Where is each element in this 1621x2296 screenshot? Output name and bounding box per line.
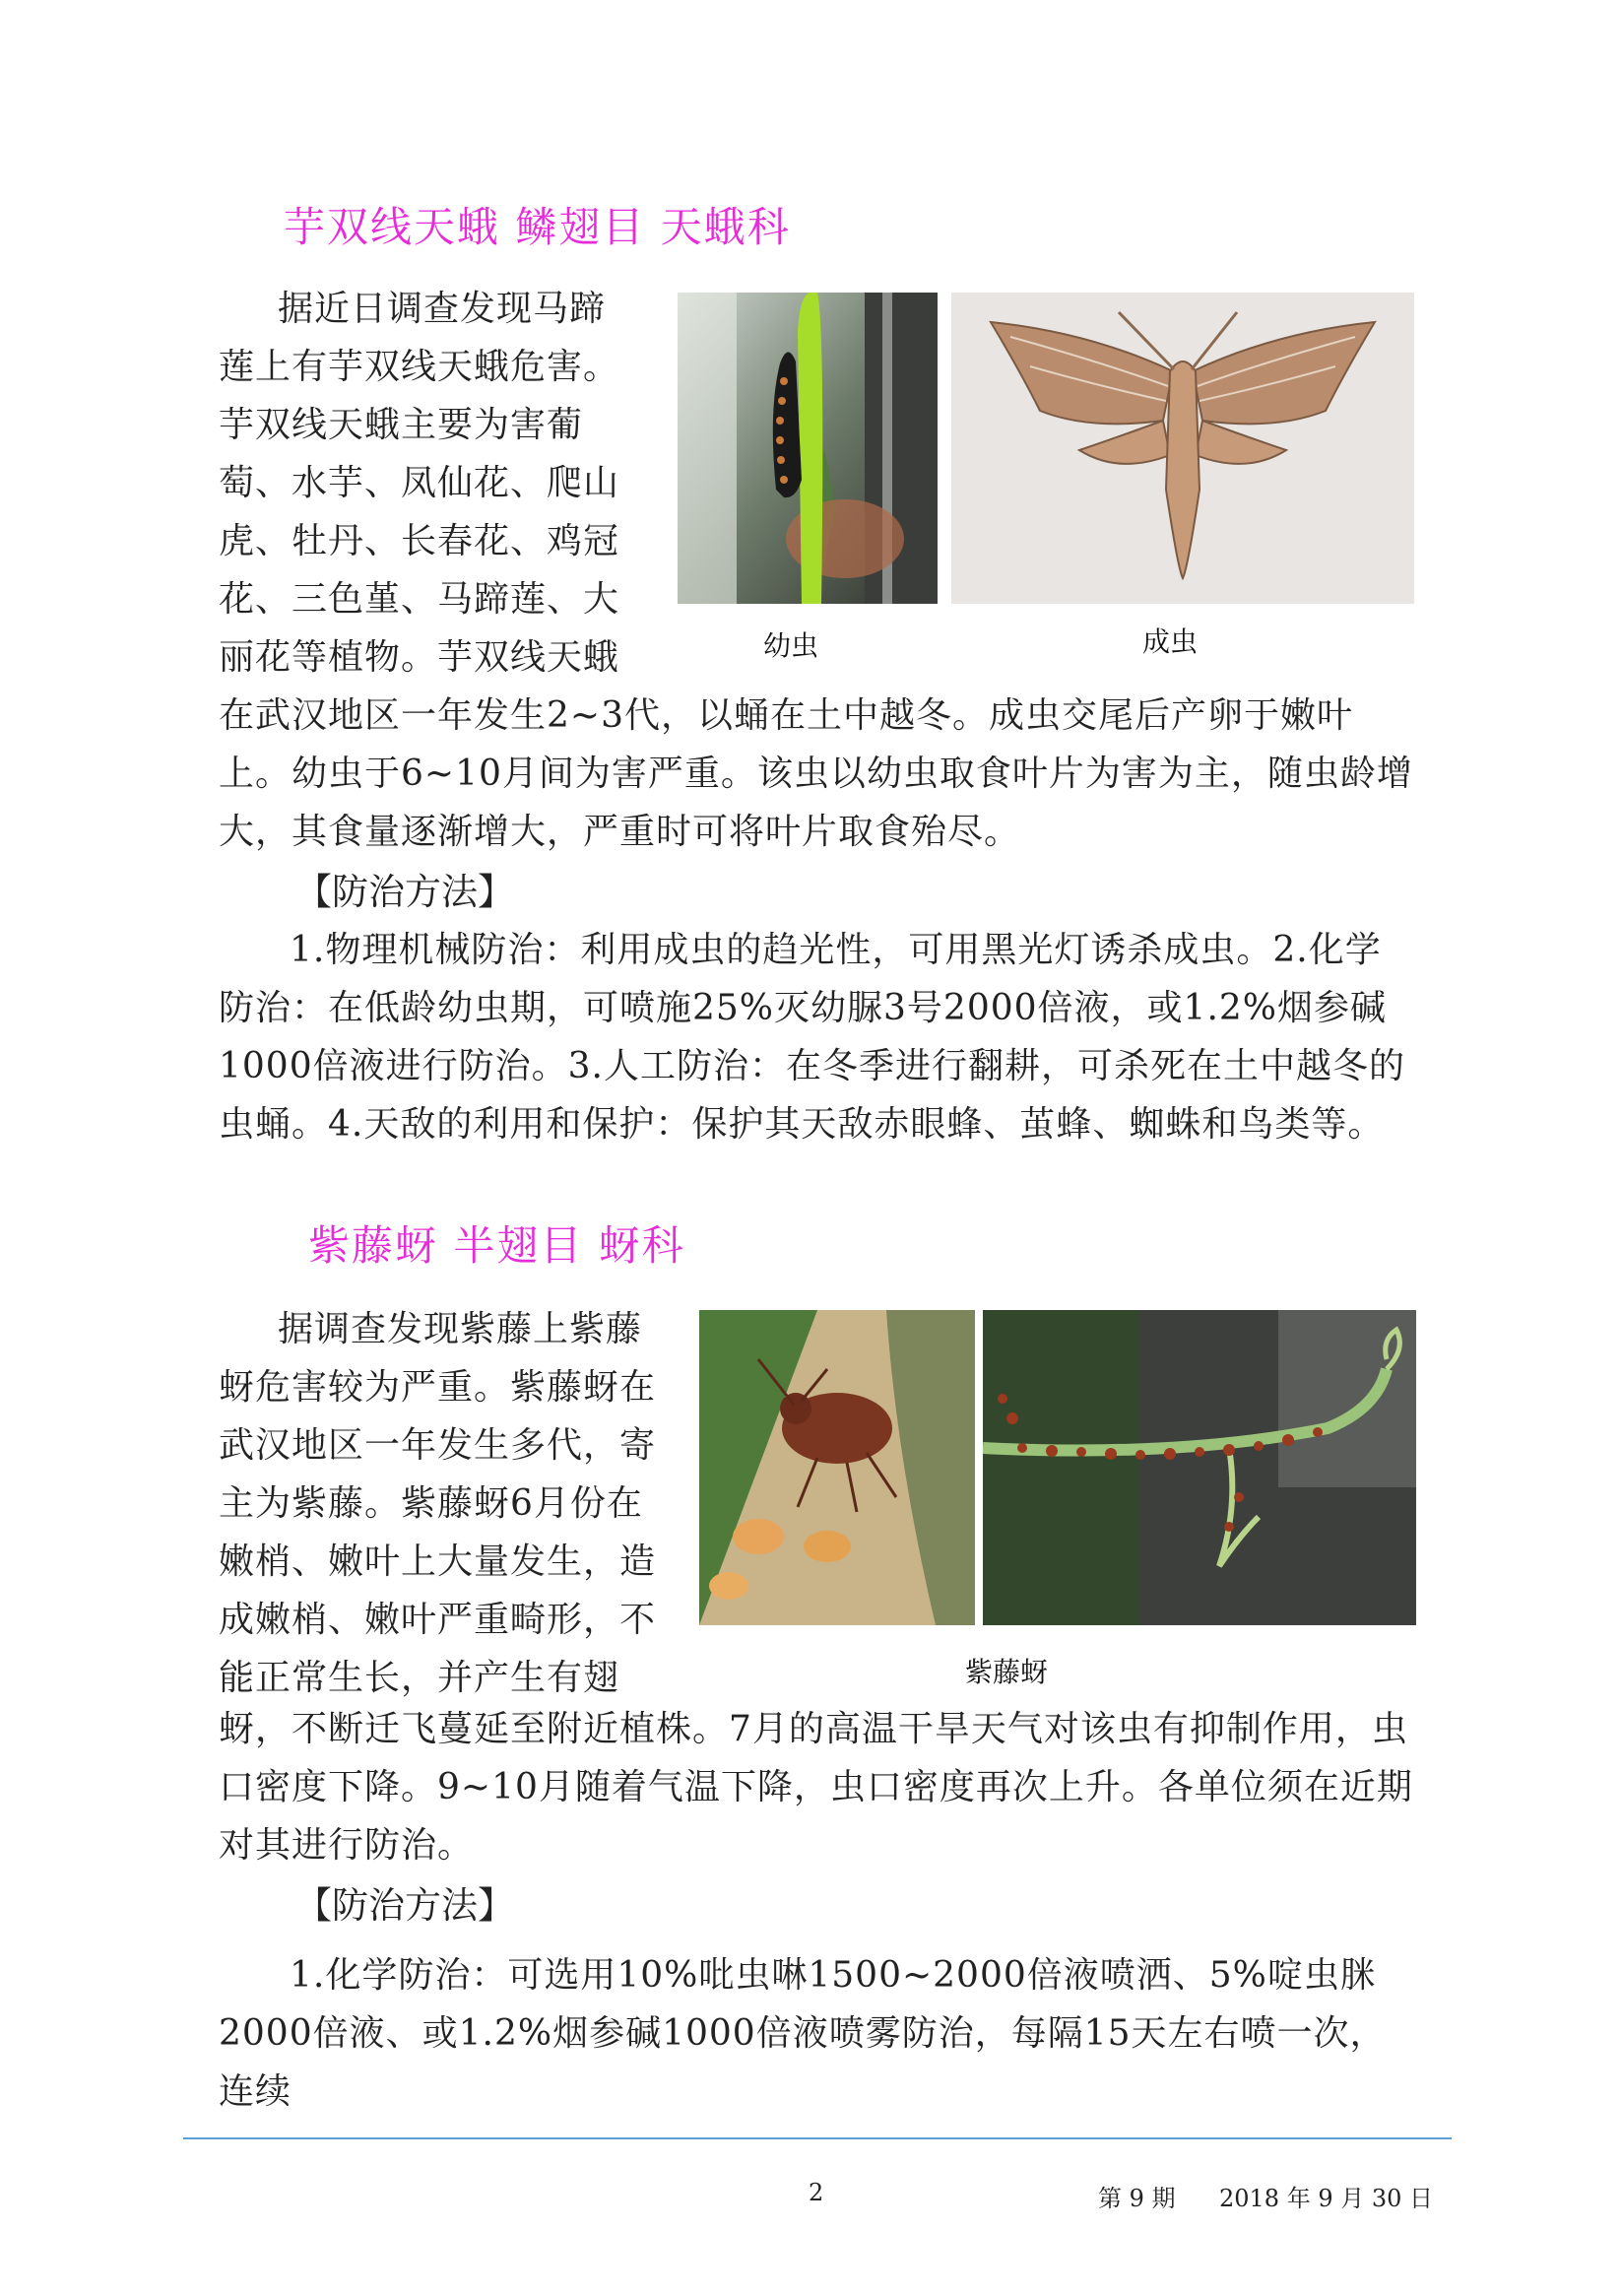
- larva-caption: 幼虫: [763, 629, 819, 662]
- section2-intro-line: 能正常生长，并产生有翅: [219, 1658, 620, 1698]
- section1-intro-line: 花、三色堇、马蹄莲、大: [219, 579, 620, 620]
- adult-moth-photo: [951, 293, 1414, 604]
- section1-method-title: 【防治方法】: [295, 871, 514, 913]
- section1-body: 在武汉地区一年发生2~3代，以蛹在土中越冬。成虫交尾后产卵于嫩叶上。幼虫于6~10月间为害严重。该虫以幼虫取食叶片为害为主，随虫龄增大，其食量逐渐增大，严重时可将叶片取食殆尽。: [219, 695, 1413, 852]
- section1-heading: 芋双线天蛾 鳞翅目 天蛾科: [284, 203, 791, 251]
- section1-intro-line: 莲上有芋双线天蛾危害。: [219, 347, 620, 387]
- issue-date: 2018 年 9 月 30 日: [1219, 2185, 1434, 2212]
- section2-heading: 紫藤蚜 半翅目 蚜科: [308, 1221, 685, 1270]
- section2-intro-line: 嫩梢、嫩叶上大量发生，造: [219, 1542, 657, 1582]
- section1-intro-line: 芋双线天蛾主要为害葡: [219, 405, 584, 445]
- issue-number: 第 9 期: [1098, 2185, 1176, 2212]
- section2-intro-line: 据调查发现紫藤上紫藤: [278, 1309, 643, 1349]
- section1-intro-line: 萄、水芋、凤仙花、爬山: [219, 463, 620, 503]
- larva-photo: [678, 293, 938, 604]
- footer-rule: [183, 2137, 1452, 2139]
- section2-intro-line: 主为紫藤。紫藤蚜6月份在: [219, 1483, 643, 1524]
- section2-body: 蚜，不断迁飞蔓延至附近植株。7月的高温干旱天气对该虫有抑制作用，虫口密度下降。9~10月随着气温下降，虫口密度再次上升。各单位须在近期对其进行防治。: [219, 1709, 1413, 1866]
- aphid-closeup-photo: [699, 1310, 975, 1625]
- adult-moth-illustration: [951, 293, 1414, 604]
- section1-intro-line: 据近日调查发现马蹄: [278, 289, 607, 329]
- aphid-stem-illustration: [983, 1310, 1416, 1625]
- section1-intro: [219, 280, 642, 687]
- section1-method: 1.物理机械防治：利用成虫的趋光性，可用黑光灯诱杀成虫。2.化学防治：在低龄幼虫期，可喷施25%灭幼脲3号2000倍液，或1.2%烟参碱1000倍液进行防治。3.人工防治：在冬季进行翻耕，可杀死在土中越冬的虫蛹。4.天敌的利用和保护：保护其天敌赤眼蜂、茧蜂、蜘蛛和鸟类等。: [219, 930, 1405, 1145]
- section1-intro-line: 虎、牡丹、长春花、鸡冠: [219, 521, 620, 561]
- section2-method: 1.化学防治：可选用10%吡虫啉1500~2000倍液喷洒、5%啶虫脒2000倍液、或1.2%烟参碱1000倍液喷雾防治，每隔15天左右喷一次，连续: [219, 1955, 1387, 2112]
- aphid-stem-photo: [983, 1310, 1416, 1625]
- section2-intro: [219, 1300, 681, 1707]
- larva-illustration: [678, 293, 938, 604]
- aphid-caption: 紫藤蚜: [965, 1656, 1049, 1688]
- section2-intro-line: 成嫩梢、嫩叶严重畸形，不: [219, 1600, 657, 1640]
- section2-intro-line: 武汉地区一年发生多代，寄: [219, 1425, 657, 1466]
- section2-method-title: 【防治方法】: [295, 1884, 514, 1927]
- section1-intro-line: 丽花等植物。芋双线天蛾: [219, 637, 620, 678]
- section2-intro-line: 蚜危害较为严重。紫藤蚜在: [219, 1367, 657, 1408]
- adult-caption: 成虫: [1142, 625, 1199, 658]
- aphid-closeup-illustration: [699, 1310, 975, 1625]
- page-number: 2: [809, 2179, 824, 2206]
